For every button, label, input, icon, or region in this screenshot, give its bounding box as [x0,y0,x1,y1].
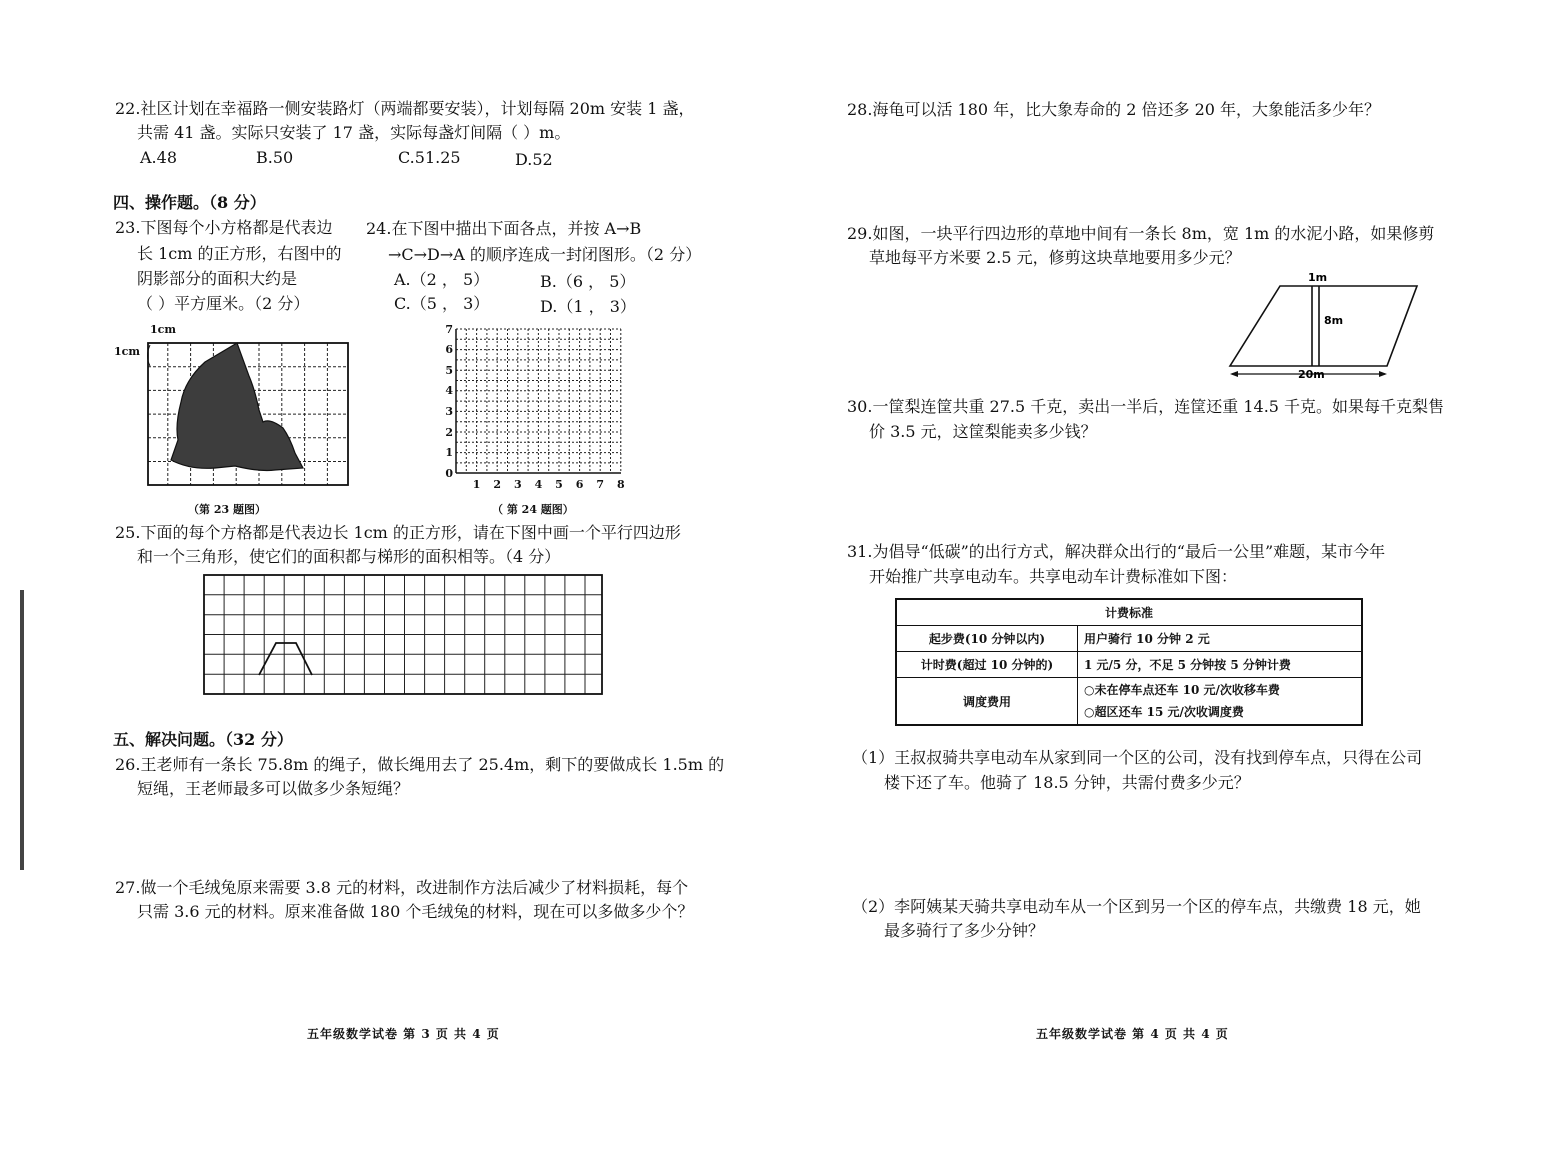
q23-grid-figure [145,340,351,488]
q31-sub1-line1: （1）王叔叔骑共享电动车从家到同一个区的公司，没有找到停车点，只得在公司 [852,748,1423,767]
q23-text-line1: 23.下图每个小方格都是代表边 [115,218,333,237]
q23-text-line4: （ ）平方厘米。（2 分） [137,294,310,313]
q31-sub2-line2: 最多骑行了多少分钟？ [884,921,1045,940]
q24-y-tick-4: 4 [445,384,453,397]
exam-page-4 [774,0,1548,1160]
q24-point-c: C.（5 ， 3） [394,294,490,313]
page-4-footer: 五年级数学试卷 第 4 页 共 4 页 [1036,1027,1229,1041]
q24-y-tick-7: 7 [445,323,453,336]
q24-x-tick-4: 4 [534,478,543,491]
q26-text-line2: 短绳，王老师最多可以做多少条短绳？ [137,779,410,798]
fee-row-start-item: 起步费(10 分钟以内) [896,626,1078,652]
q27-text-line1: 27.做一个毛绒兔原来需要 3.8 元的材料，改进制作方法后减少了材料损耗，每个 [115,878,689,897]
q24-x-tick-6: 6 [575,478,584,491]
q29-parallelogram-figure [1228,268,1420,384]
q29-text-line1: 29.如图，一块平行四边形的草地中间有一条长 8m，宽 1m 的水泥小路，如果修剪 [847,224,1435,243]
q30-text-line1: 30.一筐梨连筐共重 27.5 千克，卖出一半后，连筐还重 14.5 千克。如果每千克梨售 [847,397,1445,416]
q24-y-tick-2: 2 [445,426,453,439]
q25-square-grid [202,573,604,697]
fee-table-header: 计费标准 [896,599,1362,626]
q24-point-a: A.（2 ， 5） [394,270,490,289]
section-4-heading: 四、操作题。（8 分） [113,193,266,212]
fee-dispatch-rule-2: ○超区还车 15 元/次收调度费 [1084,705,1244,719]
q24-x-tick-8: 8 [616,478,625,491]
q23-height-label: 1cm [114,345,140,358]
q24-y-tick-5: 5 [445,364,453,377]
q24-x-tick-3: 3 [513,478,522,491]
fee-row-dispatch-item: 调度费用 [896,678,1078,726]
q25-text-line2: 和一个三角形，使它们的面积都与梯形的面积相等。（4 分） [137,547,561,566]
q24-y-tick-3: 3 [445,405,453,418]
q24-text-line2: →C→D→A 的顺序连成一封闭图形。（2 分） [388,245,702,264]
fee-row-start-rule: 用户骑行 10 分钟 2 元 [1078,626,1363,652]
page-3-footer: 五年级数学试卷 第 3 页 共 4 页 [307,1027,500,1041]
q22-option-d: D.52 [515,150,553,169]
q30-text-line2: 价 3.5 元，这筐梨能卖多少钱？ [869,422,1097,441]
q24-point-b: B.（6 ， 5） [540,272,636,291]
q24-caption: （ 第 24 题图） [492,503,574,516]
q24-coordinate-grid [440,320,640,500]
q29-label-8m: 8m [1324,314,1344,327]
q29-label-20m: 20m [1298,368,1325,381]
q22-option-b: B.50 [256,148,294,167]
q29-label-1m: 1m [1308,271,1328,284]
q31-text-line2: 开始推广共享电动车。共享电动车计费标准如下图： [869,567,1238,586]
q23-caption: （第 23 题图） [188,503,266,516]
q24-x-tick-1: 1 [472,478,481,491]
q22-text-line1: 22.社区计划在幸福路一侧安装路灯（两端都要安装），计划每隔 20m 安装 1 盏， [115,99,695,118]
q27-text-line2: 只需 3.6 元的材料。原来准备做 180 个毛绒兔的材料，现在可以多做多少个？ [137,902,694,921]
q24-x-tick-2: 2 [493,478,502,491]
q22-option-a: A.48 [140,148,177,167]
q31-sub2-line1: （2）李阿姨某天骑共享电动车从一个区到另一个区的停车点，共缴费 18 元，她 [852,897,1421,916]
q24-y-tick-0: 0 [445,467,453,480]
fee-dispatch-rule-1: ○未在停车点还车 10 元/次收移车费 [1084,683,1280,697]
q25-text-line1: 25.下面的每个方格都是代表边长 1cm 的正方形，请在下图中画一个平行四边形 [115,523,681,542]
q28-text: 28.海龟可以活 180 年，比大象寿命的 2 倍还多 20 年，大象能活多少年？ [847,100,1381,119]
q24-y-tick-6: 6 [445,343,453,356]
q24-text-line1: 24.在下图中描出下面各点，并按 A→B [366,219,642,238]
q31-text-line1: 31.为倡导“低碳”的出行方式，解决群众出行的“最后一公里”难题，某市今年 [847,542,1386,561]
q22-text-line2: 共需 41 盏。实际只安装了 17 盏，实际每盏灯间隔（ ）m。 [137,123,571,142]
q31-fee-table [895,598,1363,726]
q24-y-tick-1: 1 [445,446,453,459]
fee-row-dispatch-rules [1078,678,1363,726]
section-5-heading: 五、解决问题。（32 分） [113,730,293,749]
q23-width-label: 1cm [150,323,176,336]
q29-text-line2: 草地每平方米要 2.5 元，修剪这块草地要用多少元？ [869,248,1241,267]
q24-x-tick-7: 7 [596,478,605,491]
q23-text-line3: 阴影部分的面积大约是 [137,269,298,288]
q31-sub1-line2: 楼下还了车。他骑了 18.5 分钟，共需付费多少元？ [884,773,1250,792]
q26-text-line1: 26.王老师有一条长 75.8m 的绳子，做长绳用去了 25.4m，剩下的要做成长 1.5m 的 [115,755,725,774]
fee-row-time-rule: 1 元/5 分，不足 5 分钟按 5 分钟计费 [1078,652,1363,678]
q24-x-tick-5: 5 [555,478,563,491]
fee-row-time-item: 计时费(超过 10 分钟的) [896,652,1078,678]
q23-text-line2: 长 1cm 的正方形，右图中的 [137,244,342,263]
q24-point-d: D.（1 ， 3） [540,297,636,316]
q22-option-c: C.51.25 [398,148,461,167]
